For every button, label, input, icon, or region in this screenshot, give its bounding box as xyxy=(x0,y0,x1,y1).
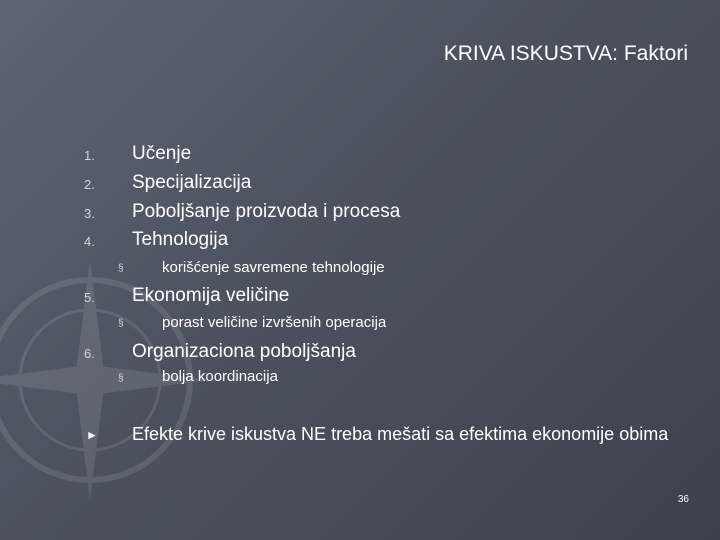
list-item: Organizaciona poboljšanja xyxy=(132,341,356,362)
slide-title: KRIVA ISKUSTVA: Faktori xyxy=(443,42,688,65)
list-number: 6. xyxy=(84,346,95,361)
note-text: Efekte krive iskustva NE treba mešati sa efektima ekonomije obima xyxy=(132,424,669,444)
sub-bullet: § xyxy=(118,373,124,384)
list-item: Učenje xyxy=(132,143,192,164)
sub-item: porast veličine izvršenih operacija xyxy=(162,314,387,331)
sub-item: bolja koordinacija xyxy=(162,368,278,385)
list-item: Poboljšanje proizvoda i procesa xyxy=(132,201,401,222)
list-number: 4. xyxy=(84,234,95,249)
sub-bullet: § xyxy=(118,318,124,329)
list-number: 5. xyxy=(84,290,95,305)
list-number: 1. xyxy=(84,148,95,163)
arrow-bullet-icon: ► xyxy=(86,428,98,442)
list-item: Specijalizacija xyxy=(132,172,252,193)
sub-item: korišćenje savremene tehnologije xyxy=(162,259,385,276)
list-item: Ekonomija veličine xyxy=(132,285,290,306)
page-number: 36 xyxy=(677,494,689,505)
list-number: 2. xyxy=(84,177,95,192)
sub-bullet: § xyxy=(118,263,124,274)
list-number: 3. xyxy=(84,206,95,221)
list-item: Tehnologija xyxy=(132,229,229,250)
